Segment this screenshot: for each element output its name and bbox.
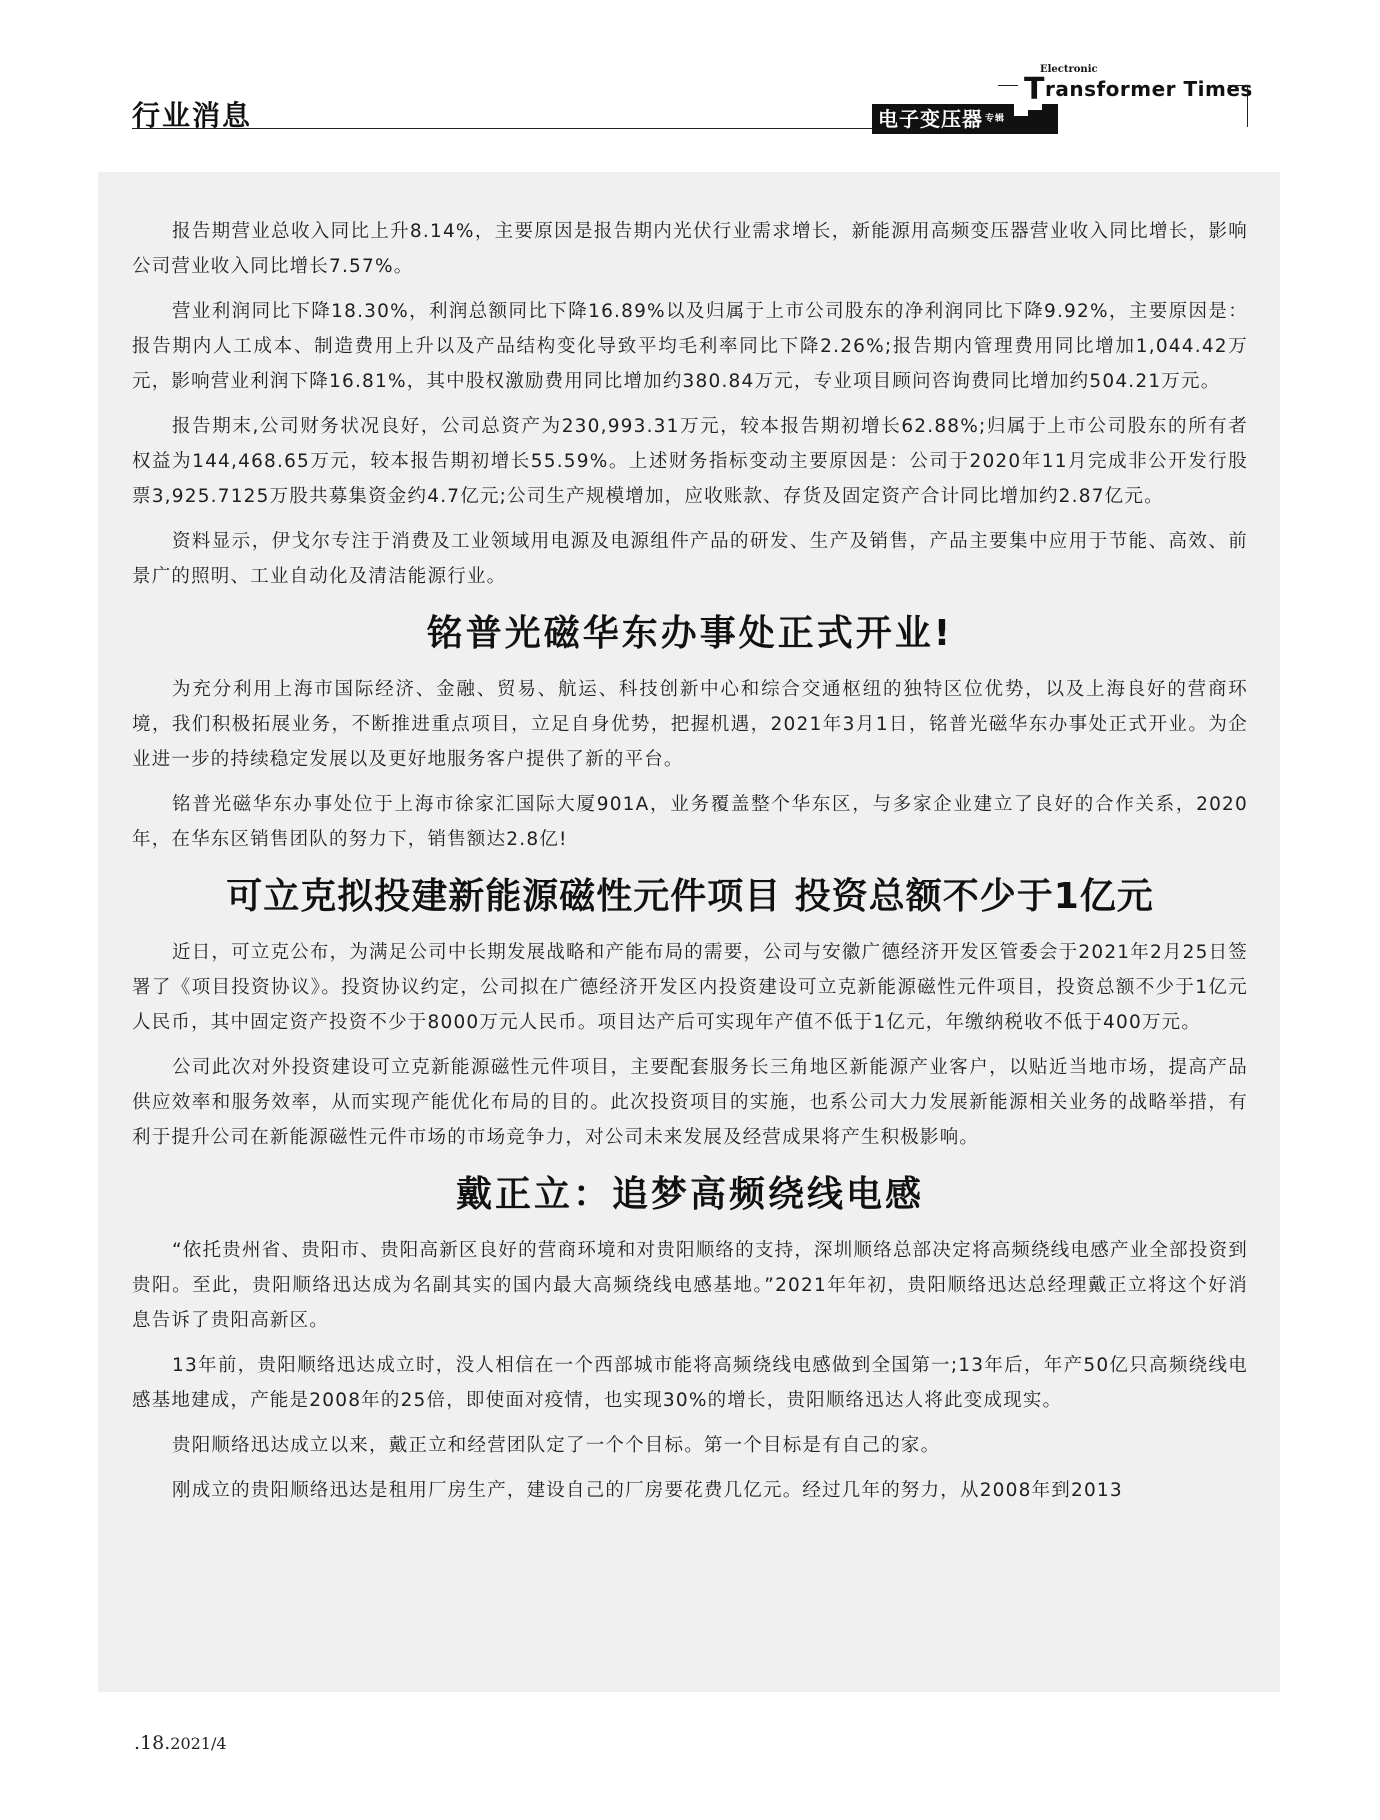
page-header — [0, 0, 1380, 150]
brand-title: 电子变压器 — [878, 107, 983, 131]
paragraph: 为充分利用上海市国际经济、金融、贸易、航运、科技创新中心和综合交通枢纽的独特区位优势，以及上海良好的营商环境，我们积极拓展业务，不断推进重点项目，立足自身优势，把握机遇，2021年3月1日，铭普光磁华东办事处正式开业。为企业进一步的持续稳定发展以及更好地服务客户提供了新的平台。 — [132, 679, 1248, 770]
issue-label: 2021/4 — [170, 1734, 227, 1753]
masthead-line-right — [1228, 85, 1248, 86]
masthead-small-text: Electronic — [1040, 64, 1098, 75]
paragraph: 公司此次对外投资建设可立克新能源磁性元件项目，主要配套服务长三角地区新能源产业客户，以贴近当地市场，提高产品供应效率和服务效率，从而实现产能优化布局的目的。此次投资项目的实施，也系公司大力发展新能源相关业务的战略举措，有利于提升公司在新能源磁性元件市场的市场竞争力，对公司未来发展及经营成果将产生积极影响。 — [132, 1057, 1248, 1148]
paragraph: “依托贵州省、贵阳市、贵阳高新区良好的营商环境和对贵阳顺络的支持，深圳顺络总部决定将高频绕线电感产业全部投资到贵阳。至此，贵阳顺络迅达成为名副其实的国内最大高频绕线电感基地。”2021年年初，贵阳顺络迅达总经理戴正立将这个好消息告诉了贵阳高新区。 — [132, 1240, 1248, 1331]
header-rule — [132, 128, 872, 129]
masthead-line-left — [998, 85, 1018, 86]
masthead-vertical-rule — [1247, 85, 1248, 127]
paragraph: 刚成立的贵阳顺络迅达是租用厂房生产，建设自己的厂房要花费几亿元。经过几年的努力，从2008年到2013 — [172, 1480, 1123, 1501]
brand-block — [872, 104, 1014, 134]
brand-subtitle: 专辑 — [985, 114, 1006, 124]
page-number: .18. — [134, 1732, 171, 1754]
paragraph: 13年前，贵阳顺络迅达成立时，没人相信在一个西部城市能将高频绕线电感做到全国第一;13年后，年产50亿只高频绕线电感基地建成，产能是2008年的25倍，即使面对疫情，也实现30%的增长，贵阳顺络迅达人将此变成现实。 — [132, 1355, 1248, 1411]
masthead-title — [1024, 72, 1253, 107]
masthead-initial: T — [1024, 72, 1045, 107]
paragraph: 营业利润同比下降18.30%，利润总额同比下降16.89%以及归属于上市公司股东的净利润同比下降9.92%，主要原因是：报告期内人工成本、制造费用上升以及产品结构变化导致平均毛利率同比下降2.26%;报告期内管理费用同比增加1,044.42万元，影响营业利润下降16.81%，其中股权激励费用同比增加约380.84万元，专业项目顾问咨询费同比增加约504.21万元。 — [132, 301, 1248, 392]
paragraph: 报告期末,公司财务状况良好，公司总资产为230,993.31万元，较本报告期初增长62.88%;归属于上市公司股东的所有者权益为144,468.65万元，较本报告期初增长55.59%。上述财务指标变动主要原因是：公司于2020年11月完成非公开发行股票3,925.7125万股共募集资金约4.7亿元;公司生产规模增加，应收账款、存货及固定资产合计同比增加约2.87亿元。 — [132, 416, 1248, 507]
paragraph: 铭普光磁华东办事处位于上海市徐家汇国际大厦901A，业务覆盖整个华东区，与多家企业建立了良好的合作关系，2020年，在华东区销售团队的努力下，销售额达2.8亿! — [132, 794, 1248, 850]
paragraph: 报告期营业总收入同比上升8.14%，主要原因是报告期内光伏行业需求增长，新能源用高频变压器营业收入同比增长，影响公司营业收入同比增长7.57%。 — [132, 221, 1248, 277]
paragraph: 资料显示，伊戈尔专注于消费及工业领域用电源及电源组件产品的研发、生产及销售，产品主要集中应用于节能、高效、前景广的照明、工业自动化及清洁能源行业。 — [132, 531, 1248, 587]
brand-steps-decoration — [1014, 104, 1058, 134]
article-title: 可立克拟投建新能源磁性元件项目 投资总额不少于1亿元 — [226, 876, 1154, 917]
article-body — [132, 214, 1248, 1508]
page-footer — [134, 1732, 227, 1754]
paragraph: 贵阳顺络迅达成立以来，戴正立和经营团队定了一个个目标。第一个目标是有自己的家。 — [172, 1435, 941, 1456]
paragraph: 近日，可立克公布，为满足公司中长期发展战略和产能布局的需要，公司与安徽广德经济开发区管委会于2021年2月25日签署了《项目投资协议》。投资协议约定，公司拟在广德经济开发区内投资建设可立克新能源磁性元件项目，投资总额不少于1亿元人民币，其中固定资产投资不少于8000万元人民币。项目达产后可实现年产值不低于1亿元，年缴纳税收不低于400万元。 — [132, 942, 1248, 1033]
masthead-rest: ransformer Times — [1044, 77, 1253, 101]
article-title: 铭普光磁华东办事处正式开业! — [426, 613, 954, 654]
article-title: 戴正立：追梦高频绕线电感 — [455, 1174, 924, 1215]
section-label: 行业消息 — [132, 99, 253, 132]
